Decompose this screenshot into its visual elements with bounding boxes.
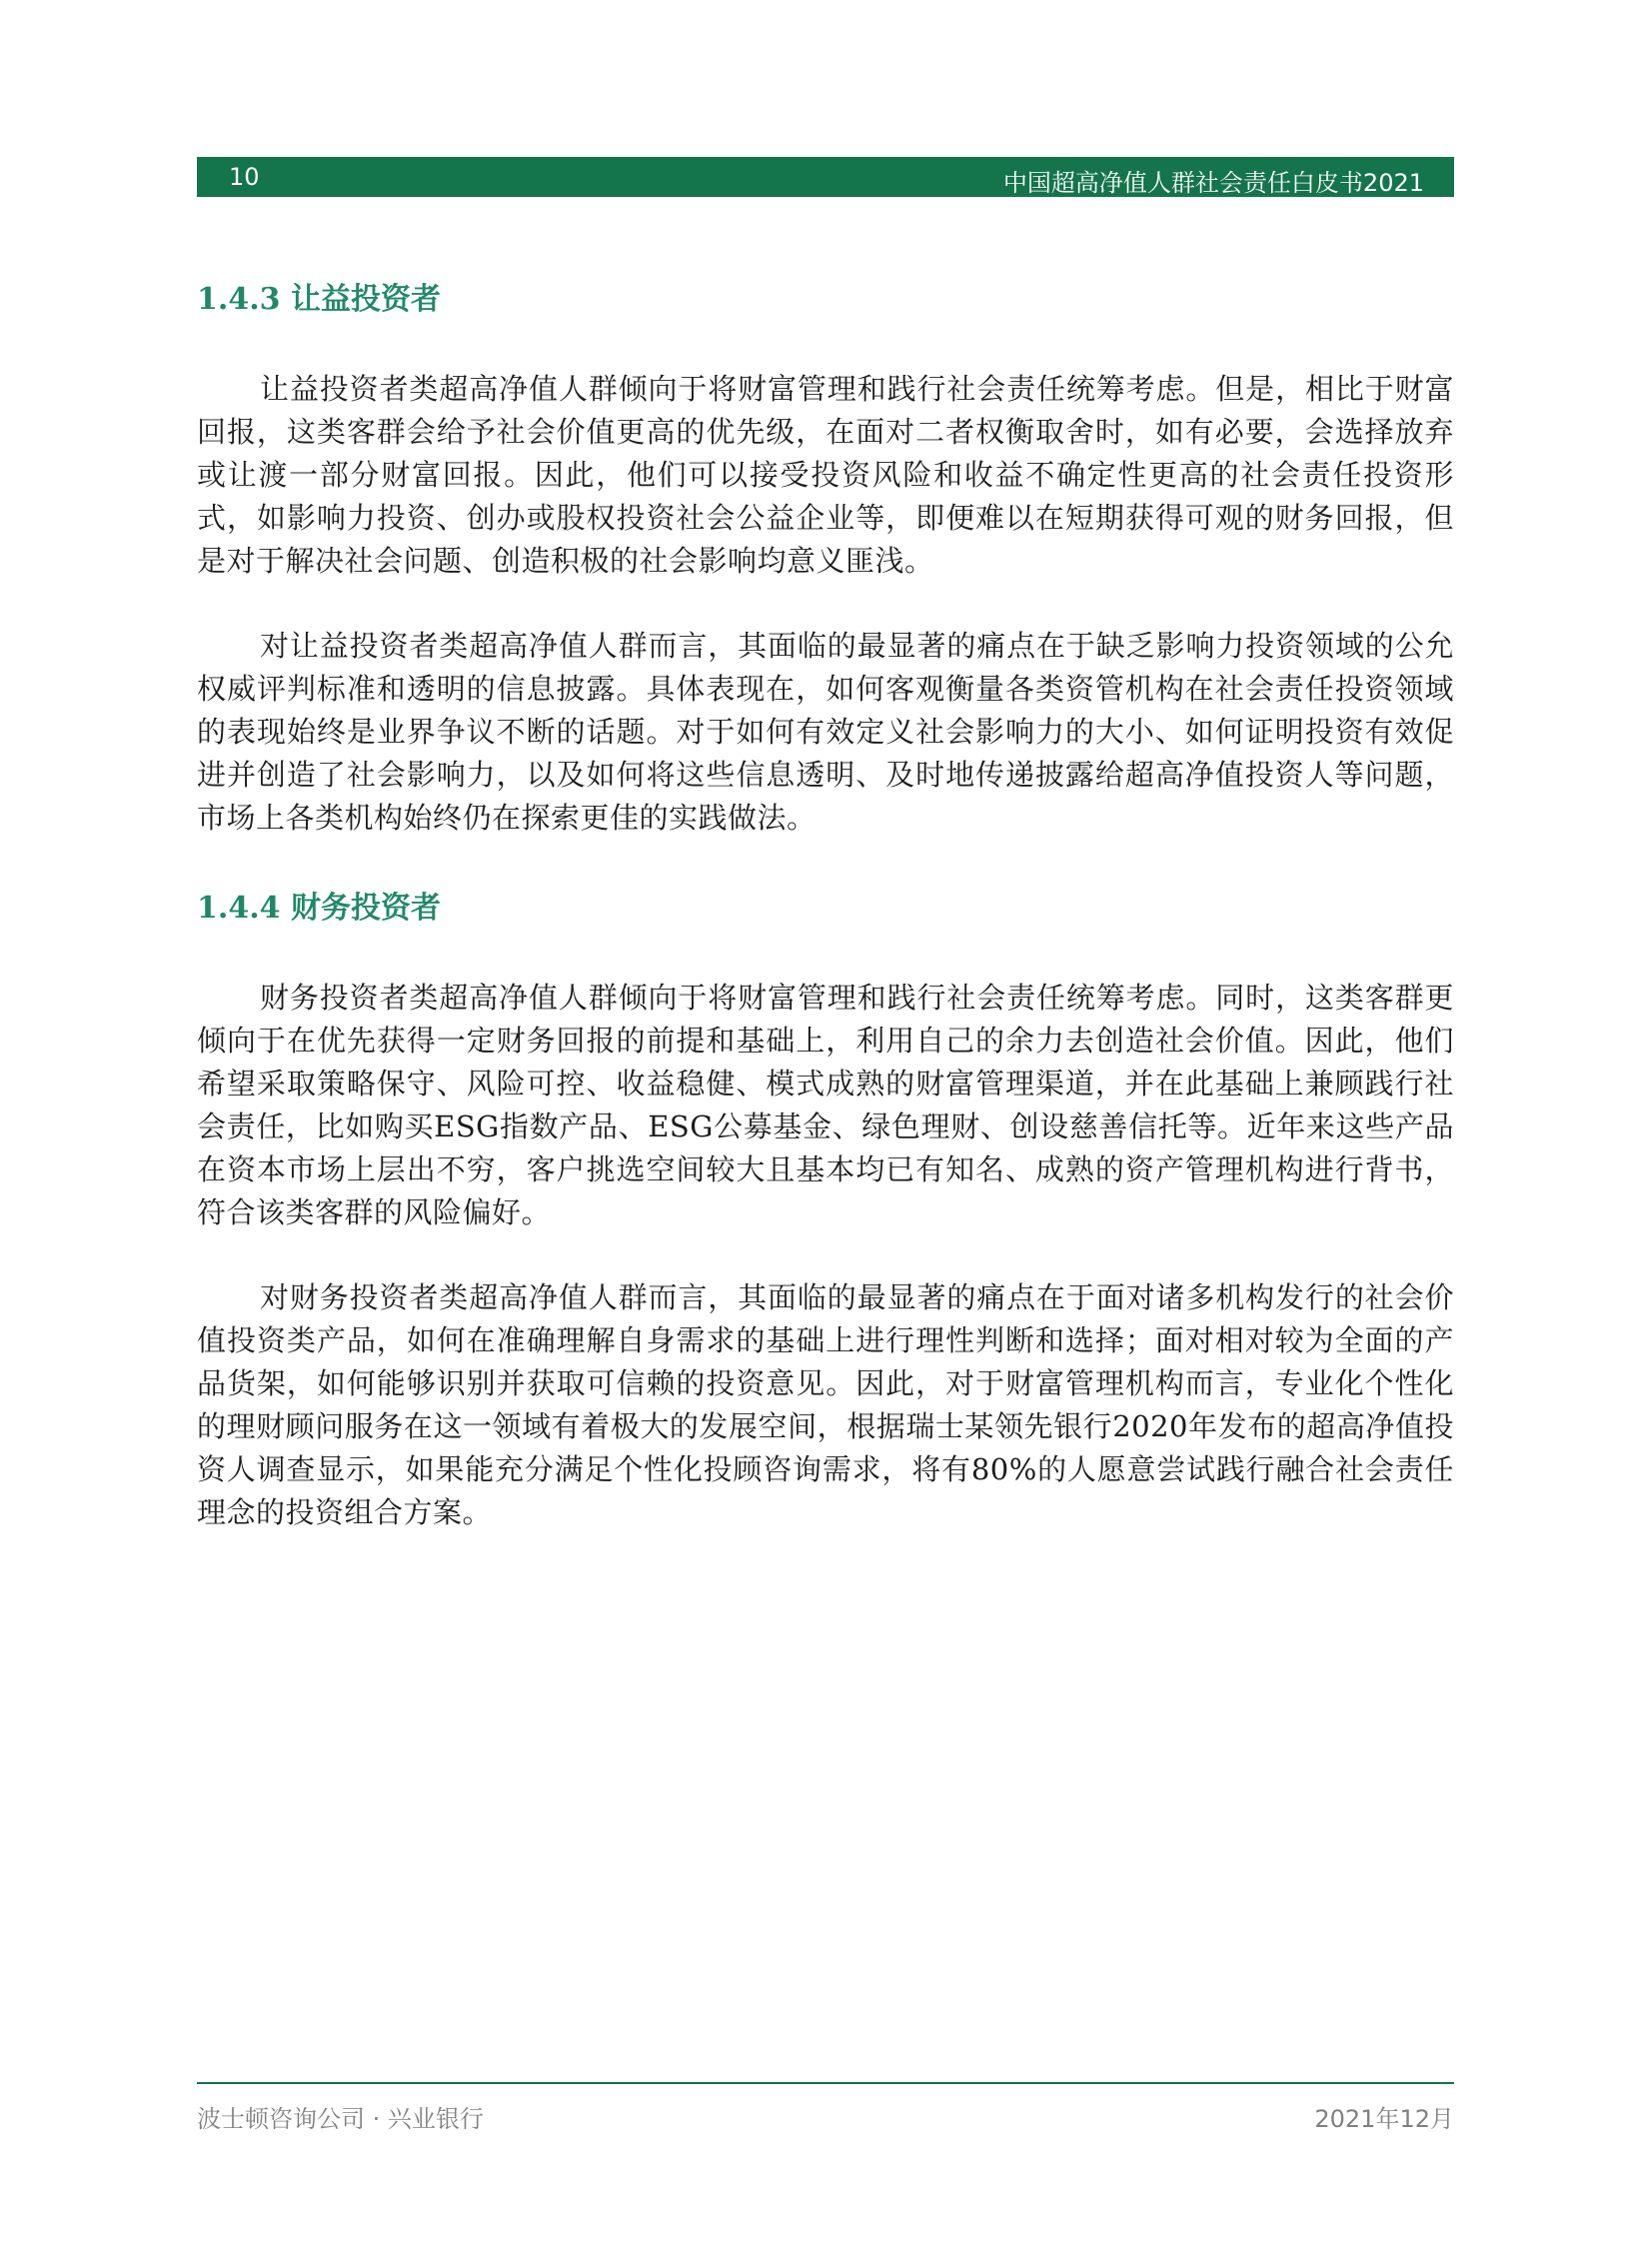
- header-bar: [197, 157, 1454, 197]
- section-heading-1-4-4: 1.4.4 财务投资者: [197, 891, 441, 926]
- section-heading-1-4-3: 1.4.3 让益投资者: [197, 282, 441, 317]
- footer-publisher: 波士顿咨询公司 · 兴业银行: [197, 2105, 484, 2133]
- footer-date: 2021年12月: [1314, 2105, 1454, 2133]
- report-title: 中国超高净值人群社会责任白皮书2021: [1002, 169, 1424, 197]
- page-number: 10: [229, 163, 260, 191]
- main-content: [197, 278, 1454, 1534]
- paragraph: 对财务投资者类超高净值人群而言，其面临的最显著的痛点在于面对诸多机构发行的社会价值投资类产品，如何在准确理解自身需求的基础上进行理性判断和选择；面对相对较为全面的产品货架，如何能够识别并获取可信赖的投资意见。因此，对于财富管理机构而言，专业化个性化的理财顾问服务在这一领域有着极大的发展空间，根据瑞士某领先银行2020年发布的超高净值投资人调查显示，如果能充分满足个性化投顾咨询需求，将有80%的人愿意尝试践行融合社会责任理念的投资组合方案。: [197, 1280, 1454, 1529]
- paragraph: 对让益投资者类超高净值人群而言，其面临的最显著的痛点在于缺乏影响力投资领域的公允权威评判标准和透明的信息披露。具体表现在，如何客观衡量各类资管机构在社会责任投资领域的表现始终是业界争议不断的话题。对于如何有效定义社会影响力的大小、如何证明投资有效促进并创造了社会影响力，以及如何将这些信息透明、及时地传递披露给超高净值投资人等问题，市场上各类机构始终仍在探索更佳的实践做法。: [197, 629, 1454, 835]
- paragraph: 财务投资者类超高净值人群倾向于将财富管理和践行社会责任统筹考虑。同时，这类客群更倾向于在优先获得一定财务回报的前提和基础上，利用自己的余力去创造社会价值。因此，他们希望采取策略保守、风险可控、收益稳健、模式成熟的财富管理渠道，并在此基础上兼顾践行社会责任，比如购买ESG指数产品、ESG公募基金、绿色理财、创设慈善信托等。近年来这些产品在资本市场上层出不穷，客户挑选空间较大且基本均已有知名、成熟的资产管理机构进行背书，符合该类客群的风险偏好。: [197, 981, 1454, 1229]
- footer-divider: [197, 2082, 1454, 2084]
- paragraph: 让益投资者类超高净值人群倾向于将财富管理和践行社会责任统筹考虑。但是，相比于财富回报，这类客群会给予社会价值更高的优先级，在面对二者权衡取舍时，如有必要，会选择放弃或让渡一部分财富回报。因此，他们可以接受投资风险和收益不确定性更高的社会责任投资形式，如影响力投资、创办或股权投资社会公益企业等，即便难以在短期获得可观的财务回报，但是对于解决社会问题、创造积极的社会影响均意义匪浅。: [197, 372, 1454, 578]
